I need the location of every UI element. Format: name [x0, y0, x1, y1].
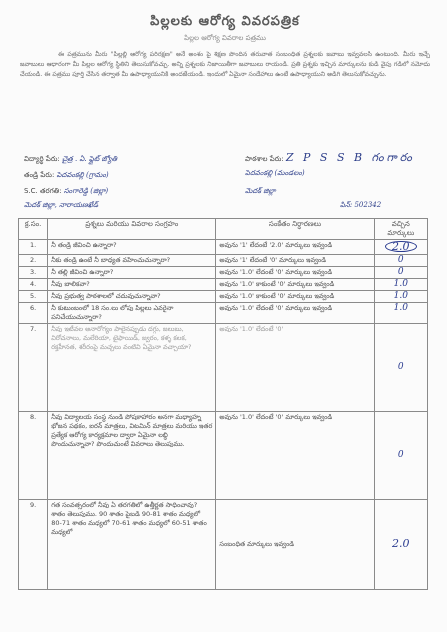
table-row [19, 255, 428, 267]
table-row [19, 240, 428, 255]
father-name-value: పెదవంకల్లి (గ్రామం) [56, 171, 109, 179]
row-question: నీ తల్లి జీవించి ఉన్నారా? [48, 267, 216, 279]
village-field [245, 169, 305, 179]
table-header-row [19, 219, 428, 240]
address-field [24, 201, 98, 211]
table-row [19, 267, 428, 279]
row-question: నీ తండ్రి జీవించి ఉన్నారా? [48, 240, 216, 255]
row-question: నీవు ఇటీవల అనారోగ్యం పాలైనప్పుడు దగ్గు, జలుబు, విరోచనాలు, మలేరియా, టైఫాయిడ్, జ్వరం, కళ్ళ కలక, రక్తహీనత, శరీరంపై మచ్చలు వంటివి ఏమైనా వచ్చాయా? [48, 324, 216, 412]
row-number: 8. [19, 412, 48, 500]
row-mark: 0 [397, 362, 404, 372]
father-name-field: తండ్రి పేరు: పెదవంకల్లి (గ్రామం) [24, 171, 109, 179]
row-mark: 1.0 [393, 303, 408, 313]
table-row [19, 303, 428, 324]
school-name-field: పాఠశాల పేరు: Z P S S B గంగారం [245, 151, 415, 164]
row-number: 3. [19, 267, 48, 279]
row-criteria: అవును '1' లేదంటే '0' మార్కులు ఇవ్వండి [216, 255, 374, 267]
row-criteria: సంబంధిత మార్కులు ఇవ్వండి [216, 500, 374, 590]
pin-value: పిన్: 502342 [340, 201, 382, 209]
student-name-value: చైత్ర . ఏ. ఫ్లైట్ జ్యోతి [61, 155, 117, 163]
table-row [19, 324, 428, 412]
address-value: మెదక్ జిల్లా, నారాయణఖేడ్ [24, 201, 99, 209]
row-criteria: అవును '1.0' లేదంటే '0' మార్కులు ఇవ్వండి [216, 303, 374, 324]
student-name-label: విద్యార్థి పేరు [24, 155, 58, 163]
row-criteria: అవును '1.0' లేదంటే '0' మార్కులు ఇవ్వండి [216, 412, 374, 500]
header-serial: క్ర.సం. [19, 219, 48, 240]
row-number: 7. [19, 324, 48, 412]
table-row [19, 279, 428, 291]
row-criteria: అవును '1.0' కాకుంటే '0' మార్కులు ఇవ్వండి [216, 279, 374, 291]
intro-paragraph: ఈ పత్రమును మీరు "పిల్లల్లి ఆరోగ్య పరిరక్షణ" అనే అంశం పై శిక్షణ పొందిన తరువాత సంబంధిత ప్రశ్నలకు జవాబు ఇవ్వవలసి ఉంటుంది. మీరు ఇచ్చే జవాబులు ఆధారంగా మీ పిల్లల ఆరోగ్య స్థితిని తెలుసుకోవచ్చు. అన్ని ప్రశ్నలకు నిజాయితీగా జవాబులు రాయండి. ప్రతి ప్రశ్నకు ఇచ్చిన మార్కులను కుడి వైపు గడిలో నమోదు చేయండి. ఈ పత్రము పూర్తి చేసిన తర్వాత మీ ఉపాధ్యాయునికి అందజేయండి. ఇందులో ఏమైనా సందేహాలు ఉంటే ఉపాధ్యాయుని అడిగి తెలుసుకోవచ్చును. [20, 51, 430, 78]
row-number: 9. [19, 500, 48, 590]
student-name-field: విద్యార్థి పేరు: చైత్ర . ఏ. ఫ్లైట్ జ్యోతి [24, 155, 117, 163]
district-value: మెదక్ జిల్లా [245, 187, 276, 195]
row-number: 1. [19, 240, 48, 255]
class-value: సంగారెడ్డి (జిల్లా) [63, 187, 109, 195]
row-question: నీకు తండ్రి ఉంటే నీ బాధ్యత వహించుచున్నారా? [48, 255, 216, 267]
row-question: నీ కుటుంబంలో 18 సం.లు లోపు పిల్లలు ఎవరైనా పనిచేయుచున్నారా? [48, 303, 216, 324]
pin-field [340, 201, 381, 211]
row-criteria: అవును '1.0' కాకుంటే '0' మార్కులు ఇవ్వండి [216, 291, 374, 303]
school-name-value: Z P S S B గంగారం [285, 151, 415, 164]
row-criteria: అవును '1.0' లేదంటే '0' [216, 324, 374, 412]
header-criteria: సంకేతం నిర్ధారణలు [216, 219, 374, 240]
row-mark: 0 [397, 267, 404, 277]
header-marks: వచ్చిన మార్కులు [374, 219, 427, 240]
row-mark: 2.0 [392, 537, 410, 550]
district-field [245, 187, 276, 197]
header-question: ప్రశ్నలు మరియు వివరాల సంగ్రహం [48, 219, 216, 240]
row-question: నీవు బాలికవా? [48, 279, 216, 291]
table-row [19, 291, 428, 303]
row-mark: 0 [397, 450, 404, 460]
row-mark: 2.0 [385, 241, 417, 252]
row-mark: 1.0 [393, 279, 408, 289]
village-value: పెదవంకల్లి (మండలం) [245, 169, 305, 177]
class-field: S.C. తరగతి: సంగారెడ్డి (జిల్లా) [24, 187, 109, 195]
row-criteria: అవును '1' లేదంటే '2.0' మార్కులు ఇవ్వండి [216, 240, 374, 255]
page-title: పిల్లలకు ఆరోగ్య వివరపత్రిక [150, 14, 300, 29]
page-subtitle: పిల్లల ఆరోగ్య వివరాల పత్రము [184, 34, 266, 42]
row-question: నీవు ప్రభుత్వ పాఠశాలలో చదువుచున్నావా? [48, 291, 216, 303]
row-number: 2. [19, 255, 48, 267]
row-criteria: అవును '1.0' లేదంటే '0' మార్కులు ఇవ్వండి [216, 267, 374, 279]
row-mark: 0 [397, 255, 404, 265]
row-question: గత సంవత్సరంలో నీవు ఏ తరగతిలో ఉత్తీర్ణత సాధించావు? శాతం తెలుపుము. 90 శాతం పైబడి 90-81 శాతం మధ్యలో 80-71 శాతం మధ్యలో 70-61 శాతం మధ్యలో 60-51 శాతం మధ్యలో [48, 500, 216, 590]
row-mark: 1.0 [393, 291, 408, 301]
school-name-label: పాఠశాల పేరు [245, 155, 282, 163]
row-question: నీవు విద్యాలయ సంస్థ నుండి పోషకాహారం అనగా మధ్యాహ్న భోజన పథకం, ఐరన్ మాత్రలు, విటమిన్ మాత్రలు మరియు ఇతర ప్రత్యేక ఆరోగ్య కార్యక్రమాల ద్వారా ఏమైనా లబ్ధి పొందుచున్నావా? పొందుచుంటే వివరాలు తెలుపుము. [48, 412, 216, 500]
row-number: 5. [19, 291, 48, 303]
table-row [19, 412, 428, 500]
row-number: 4. [19, 279, 48, 291]
class-label: S.C. తరగతి [24, 187, 60, 195]
questionnaire-table [18, 218, 428, 590]
father-name-label: తండ్రి పేరు [24, 171, 52, 179]
row-number: 6. [19, 303, 48, 324]
table-row [19, 500, 428, 590]
